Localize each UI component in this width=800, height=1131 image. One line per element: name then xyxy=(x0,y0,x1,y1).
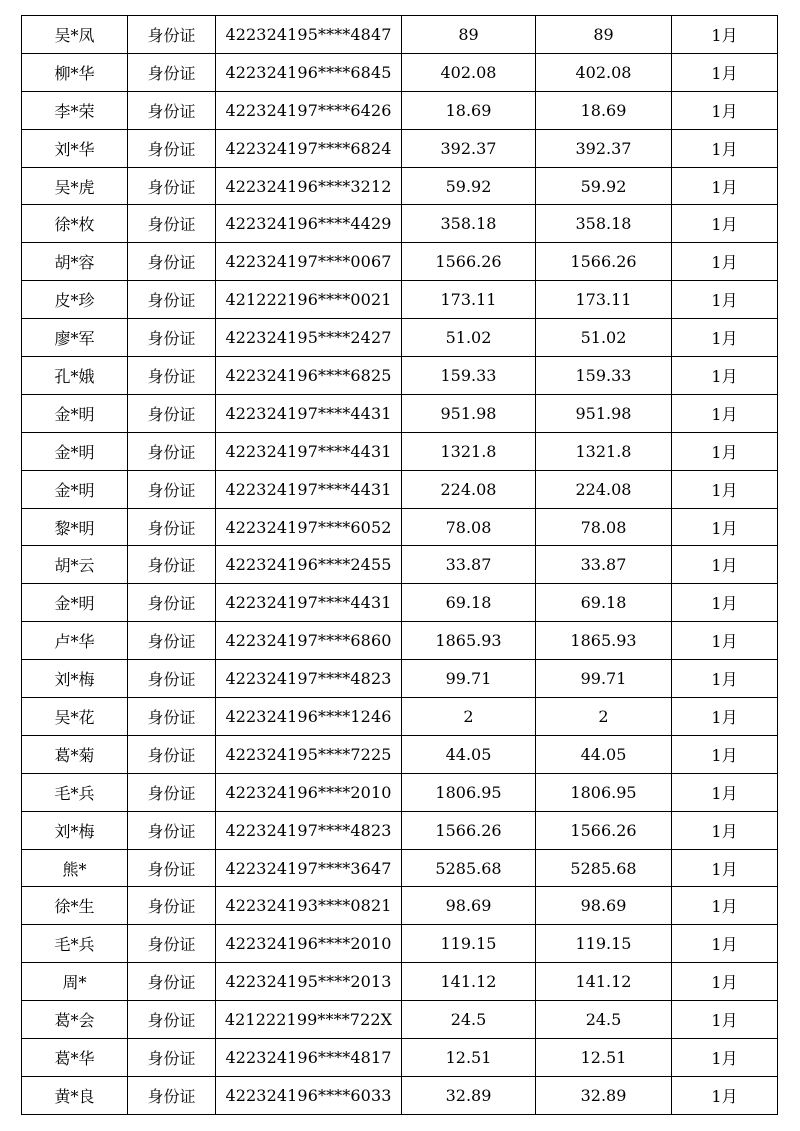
id-type-cell: 身份证 xyxy=(128,925,216,963)
name-cell: 李*荣 xyxy=(22,91,128,129)
id-number-cell: 422324196****2010 xyxy=(216,773,402,811)
id-number-cell: 422324195****4847 xyxy=(216,16,402,54)
amount-cell: 18.69 xyxy=(402,91,536,129)
amount-paid-cell: 2 xyxy=(536,698,672,736)
table-row xyxy=(22,129,778,167)
amount-cell: 141.12 xyxy=(402,963,536,1001)
amount-paid-cell: 24.5 xyxy=(536,1001,672,1039)
amount-cell: 224.08 xyxy=(402,470,536,508)
id-number-cell: 422324197****0067 xyxy=(216,243,402,281)
table-row xyxy=(22,432,778,470)
amount-cell: 32.89 xyxy=(402,1076,536,1114)
table-row xyxy=(22,584,778,622)
month-cell: 1月 xyxy=(672,53,778,91)
amount-cell: 1865.93 xyxy=(402,622,536,660)
amount-cell: 1566.26 xyxy=(402,243,536,281)
month-cell: 1月 xyxy=(672,243,778,281)
amount-paid-cell: 59.92 xyxy=(536,167,672,205)
name-cell: 卢*华 xyxy=(22,622,128,660)
name-cell: 金*明 xyxy=(22,470,128,508)
month-cell: 1月 xyxy=(672,584,778,622)
table-row xyxy=(22,887,778,925)
amount-paid-cell: 951.98 xyxy=(536,394,672,432)
table-row xyxy=(22,622,778,660)
amount-cell: 99.71 xyxy=(402,660,536,698)
amount-cell: 59.92 xyxy=(402,167,536,205)
name-cell: 皮*珍 xyxy=(22,281,128,319)
month-cell: 1月 xyxy=(672,698,778,736)
amount-paid-cell: 1566.26 xyxy=(536,811,672,849)
id-number-cell: 422324196****6033 xyxy=(216,1076,402,1114)
table-row xyxy=(22,698,778,736)
amount-paid-cell: 78.08 xyxy=(536,508,672,546)
amount-paid-cell: 99.71 xyxy=(536,660,672,698)
roster-body xyxy=(22,16,778,1115)
name-cell: 刘*华 xyxy=(22,129,128,167)
month-cell: 1月 xyxy=(672,1001,778,1039)
id-number-cell: 422324197****4431 xyxy=(216,584,402,622)
id-number-cell: 422324196****6845 xyxy=(216,53,402,91)
id-type-cell: 身份证 xyxy=(128,811,216,849)
id-type-cell: 身份证 xyxy=(128,584,216,622)
amount-paid-cell: 33.87 xyxy=(536,546,672,584)
amount-paid-cell: 392.37 xyxy=(536,129,672,167)
name-cell: 毛*兵 xyxy=(22,773,128,811)
id-number-cell: 422324193****0821 xyxy=(216,887,402,925)
amount-paid-cell: 224.08 xyxy=(536,470,672,508)
name-cell: 葛*菊 xyxy=(22,735,128,773)
table-row xyxy=(22,205,778,243)
amount-cell: 33.87 xyxy=(402,546,536,584)
id-type-cell: 身份证 xyxy=(128,1039,216,1077)
amount-cell: 78.08 xyxy=(402,508,536,546)
table-row xyxy=(22,16,778,54)
amount-cell: 89 xyxy=(402,16,536,54)
table-row xyxy=(22,470,778,508)
month-cell: 1月 xyxy=(672,811,778,849)
month-cell: 1月 xyxy=(672,205,778,243)
table-row xyxy=(22,53,778,91)
amount-paid-cell: 358.18 xyxy=(536,205,672,243)
table-row xyxy=(22,91,778,129)
id-number-cell: 422324195****2013 xyxy=(216,963,402,1001)
id-type-cell: 身份证 xyxy=(128,281,216,319)
month-cell: 1月 xyxy=(672,963,778,1001)
month-cell: 1月 xyxy=(672,622,778,660)
name-cell: 徐*枚 xyxy=(22,205,128,243)
amount-cell: 159.33 xyxy=(402,357,536,395)
table-row xyxy=(22,1001,778,1039)
amount-paid-cell: 141.12 xyxy=(536,963,672,1001)
table-row xyxy=(22,546,778,584)
amount-cell: 1321.8 xyxy=(402,432,536,470)
amount-cell: 2 xyxy=(402,698,536,736)
name-cell: 孔*娥 xyxy=(22,357,128,395)
id-type-cell: 身份证 xyxy=(128,735,216,773)
table-row xyxy=(22,963,778,1001)
amount-cell: 1566.26 xyxy=(402,811,536,849)
id-type-cell: 身份证 xyxy=(128,1076,216,1114)
name-cell: 熊* xyxy=(22,849,128,887)
amount-cell: 402.08 xyxy=(402,53,536,91)
table-row xyxy=(22,1039,778,1077)
month-cell: 1月 xyxy=(672,167,778,205)
name-cell: 金*明 xyxy=(22,432,128,470)
amount-cell: 5285.68 xyxy=(402,849,536,887)
id-number-cell: 422324195****2427 xyxy=(216,319,402,357)
id-type-cell: 身份证 xyxy=(128,319,216,357)
id-type-cell: 身份证 xyxy=(128,1001,216,1039)
month-cell: 1月 xyxy=(672,432,778,470)
id-number-cell: 422324196****3212 xyxy=(216,167,402,205)
month-cell: 1月 xyxy=(672,129,778,167)
name-cell: 吴*花 xyxy=(22,698,128,736)
month-cell: 1月 xyxy=(672,660,778,698)
table-row xyxy=(22,319,778,357)
amount-paid-cell: 89 xyxy=(536,16,672,54)
id-number-cell: 422324196****1246 xyxy=(216,698,402,736)
amount-paid-cell: 173.11 xyxy=(536,281,672,319)
id-number-cell: 422324197****6052 xyxy=(216,508,402,546)
table-row xyxy=(22,849,778,887)
name-cell: 胡*容 xyxy=(22,243,128,281)
name-cell: 金*明 xyxy=(22,584,128,622)
table-row xyxy=(22,243,778,281)
table-row xyxy=(22,660,778,698)
amount-cell: 951.98 xyxy=(402,394,536,432)
id-number-cell: 421222196****0021 xyxy=(216,281,402,319)
id-type-cell: 身份证 xyxy=(128,546,216,584)
month-cell: 1月 xyxy=(672,91,778,129)
table-row xyxy=(22,1076,778,1114)
month-cell: 1月 xyxy=(672,281,778,319)
month-cell: 1月 xyxy=(672,1039,778,1077)
amount-paid-cell: 119.15 xyxy=(536,925,672,963)
id-type-cell: 身份证 xyxy=(128,963,216,1001)
month-cell: 1月 xyxy=(672,508,778,546)
id-number-cell: 422324197****4431 xyxy=(216,394,402,432)
month-cell: 1月 xyxy=(672,849,778,887)
month-cell: 1月 xyxy=(672,773,778,811)
table-row xyxy=(22,811,778,849)
amount-cell: 1806.95 xyxy=(402,773,536,811)
name-cell: 刘*梅 xyxy=(22,811,128,849)
month-cell: 1月 xyxy=(672,925,778,963)
month-cell: 1月 xyxy=(672,1076,778,1114)
id-type-cell: 身份证 xyxy=(128,16,216,54)
id-type-cell: 身份证 xyxy=(128,129,216,167)
amount-cell: 392.37 xyxy=(402,129,536,167)
id-number-cell: 422324197****3647 xyxy=(216,849,402,887)
id-type-cell: 身份证 xyxy=(128,698,216,736)
amount-paid-cell: 159.33 xyxy=(536,357,672,395)
month-cell: 1月 xyxy=(672,735,778,773)
id-type-cell: 身份证 xyxy=(128,508,216,546)
id-type-cell: 身份证 xyxy=(128,243,216,281)
name-cell: 周* xyxy=(22,963,128,1001)
id-number-cell: 422324197****4431 xyxy=(216,470,402,508)
amount-cell: 51.02 xyxy=(402,319,536,357)
id-type-cell: 身份证 xyxy=(128,167,216,205)
name-cell: 柳*华 xyxy=(22,53,128,91)
name-cell: 葛*华 xyxy=(22,1039,128,1077)
amount-paid-cell: 98.69 xyxy=(536,887,672,925)
roster-table xyxy=(21,15,778,1115)
name-cell: 胡*云 xyxy=(22,546,128,584)
amount-paid-cell: 44.05 xyxy=(536,735,672,773)
id-number-cell: 422324196****2010 xyxy=(216,925,402,963)
id-number-cell: 422324197****6860 xyxy=(216,622,402,660)
amount-cell: 98.69 xyxy=(402,887,536,925)
amount-cell: 119.15 xyxy=(402,925,536,963)
amount-paid-cell: 51.02 xyxy=(536,319,672,357)
id-number-cell: 422324197****4823 xyxy=(216,811,402,849)
id-type-cell: 身份证 xyxy=(128,660,216,698)
amount-paid-cell: 402.08 xyxy=(536,53,672,91)
table-row xyxy=(22,508,778,546)
amount-paid-cell: 12.51 xyxy=(536,1039,672,1077)
id-type-cell: 身份证 xyxy=(128,887,216,925)
amount-paid-cell: 1566.26 xyxy=(536,243,672,281)
name-cell: 黄*良 xyxy=(22,1076,128,1114)
name-cell: 刘*梅 xyxy=(22,660,128,698)
amount-cell: 44.05 xyxy=(402,735,536,773)
name-cell: 廖*军 xyxy=(22,319,128,357)
amount-paid-cell: 1321.8 xyxy=(536,432,672,470)
table-row xyxy=(22,773,778,811)
id-number-cell: 422324196****4817 xyxy=(216,1039,402,1077)
table-row xyxy=(22,357,778,395)
month-cell: 1月 xyxy=(672,16,778,54)
id-number-cell: 422324195****7225 xyxy=(216,735,402,773)
id-type-cell: 身份证 xyxy=(128,773,216,811)
month-cell: 1月 xyxy=(672,394,778,432)
id-number-cell: 422324196****6825 xyxy=(216,357,402,395)
month-cell: 1月 xyxy=(672,319,778,357)
name-cell: 葛*会 xyxy=(22,1001,128,1039)
id-number-cell: 422324197****6824 xyxy=(216,129,402,167)
table-row xyxy=(22,735,778,773)
name-cell: 金*明 xyxy=(22,394,128,432)
id-type-cell: 身份证 xyxy=(128,470,216,508)
id-number-cell: 422324197****4431 xyxy=(216,432,402,470)
id-number-cell: 422324196****2455 xyxy=(216,546,402,584)
name-cell: 吴*凤 xyxy=(22,16,128,54)
amount-paid-cell: 69.18 xyxy=(536,584,672,622)
amount-cell: 173.11 xyxy=(402,281,536,319)
table-row xyxy=(22,925,778,963)
table-row xyxy=(22,281,778,319)
amount-paid-cell: 1806.95 xyxy=(536,773,672,811)
amount-cell: 69.18 xyxy=(402,584,536,622)
amount-cell: 24.5 xyxy=(402,1001,536,1039)
id-type-cell: 身份证 xyxy=(128,91,216,129)
month-cell: 1月 xyxy=(672,357,778,395)
table-row xyxy=(22,167,778,205)
month-cell: 1月 xyxy=(672,887,778,925)
id-number-cell: 422324197****4823 xyxy=(216,660,402,698)
amount-paid-cell: 32.89 xyxy=(536,1076,672,1114)
month-cell: 1月 xyxy=(672,470,778,508)
id-number-cell: 422324196****4429 xyxy=(216,205,402,243)
id-type-cell: 身份证 xyxy=(128,849,216,887)
name-cell: 吴*虎 xyxy=(22,167,128,205)
amount-paid-cell: 18.69 xyxy=(536,91,672,129)
name-cell: 徐*生 xyxy=(22,887,128,925)
id-number-cell: 421222199****722X xyxy=(216,1001,402,1039)
id-type-cell: 身份证 xyxy=(128,53,216,91)
amount-cell: 12.51 xyxy=(402,1039,536,1077)
amount-paid-cell: 5285.68 xyxy=(536,849,672,887)
id-type-cell: 身份证 xyxy=(128,357,216,395)
amount-cell: 358.18 xyxy=(402,205,536,243)
id-number-cell: 422324197****6426 xyxy=(216,91,402,129)
id-type-cell: 身份证 xyxy=(128,622,216,660)
month-cell: 1月 xyxy=(672,546,778,584)
id-type-cell: 身份证 xyxy=(128,205,216,243)
name-cell: 毛*兵 xyxy=(22,925,128,963)
id-type-cell: 身份证 xyxy=(128,432,216,470)
id-type-cell: 身份证 xyxy=(128,394,216,432)
table-row xyxy=(22,394,778,432)
amount-paid-cell: 1865.93 xyxy=(536,622,672,660)
name-cell: 黎*明 xyxy=(22,508,128,546)
